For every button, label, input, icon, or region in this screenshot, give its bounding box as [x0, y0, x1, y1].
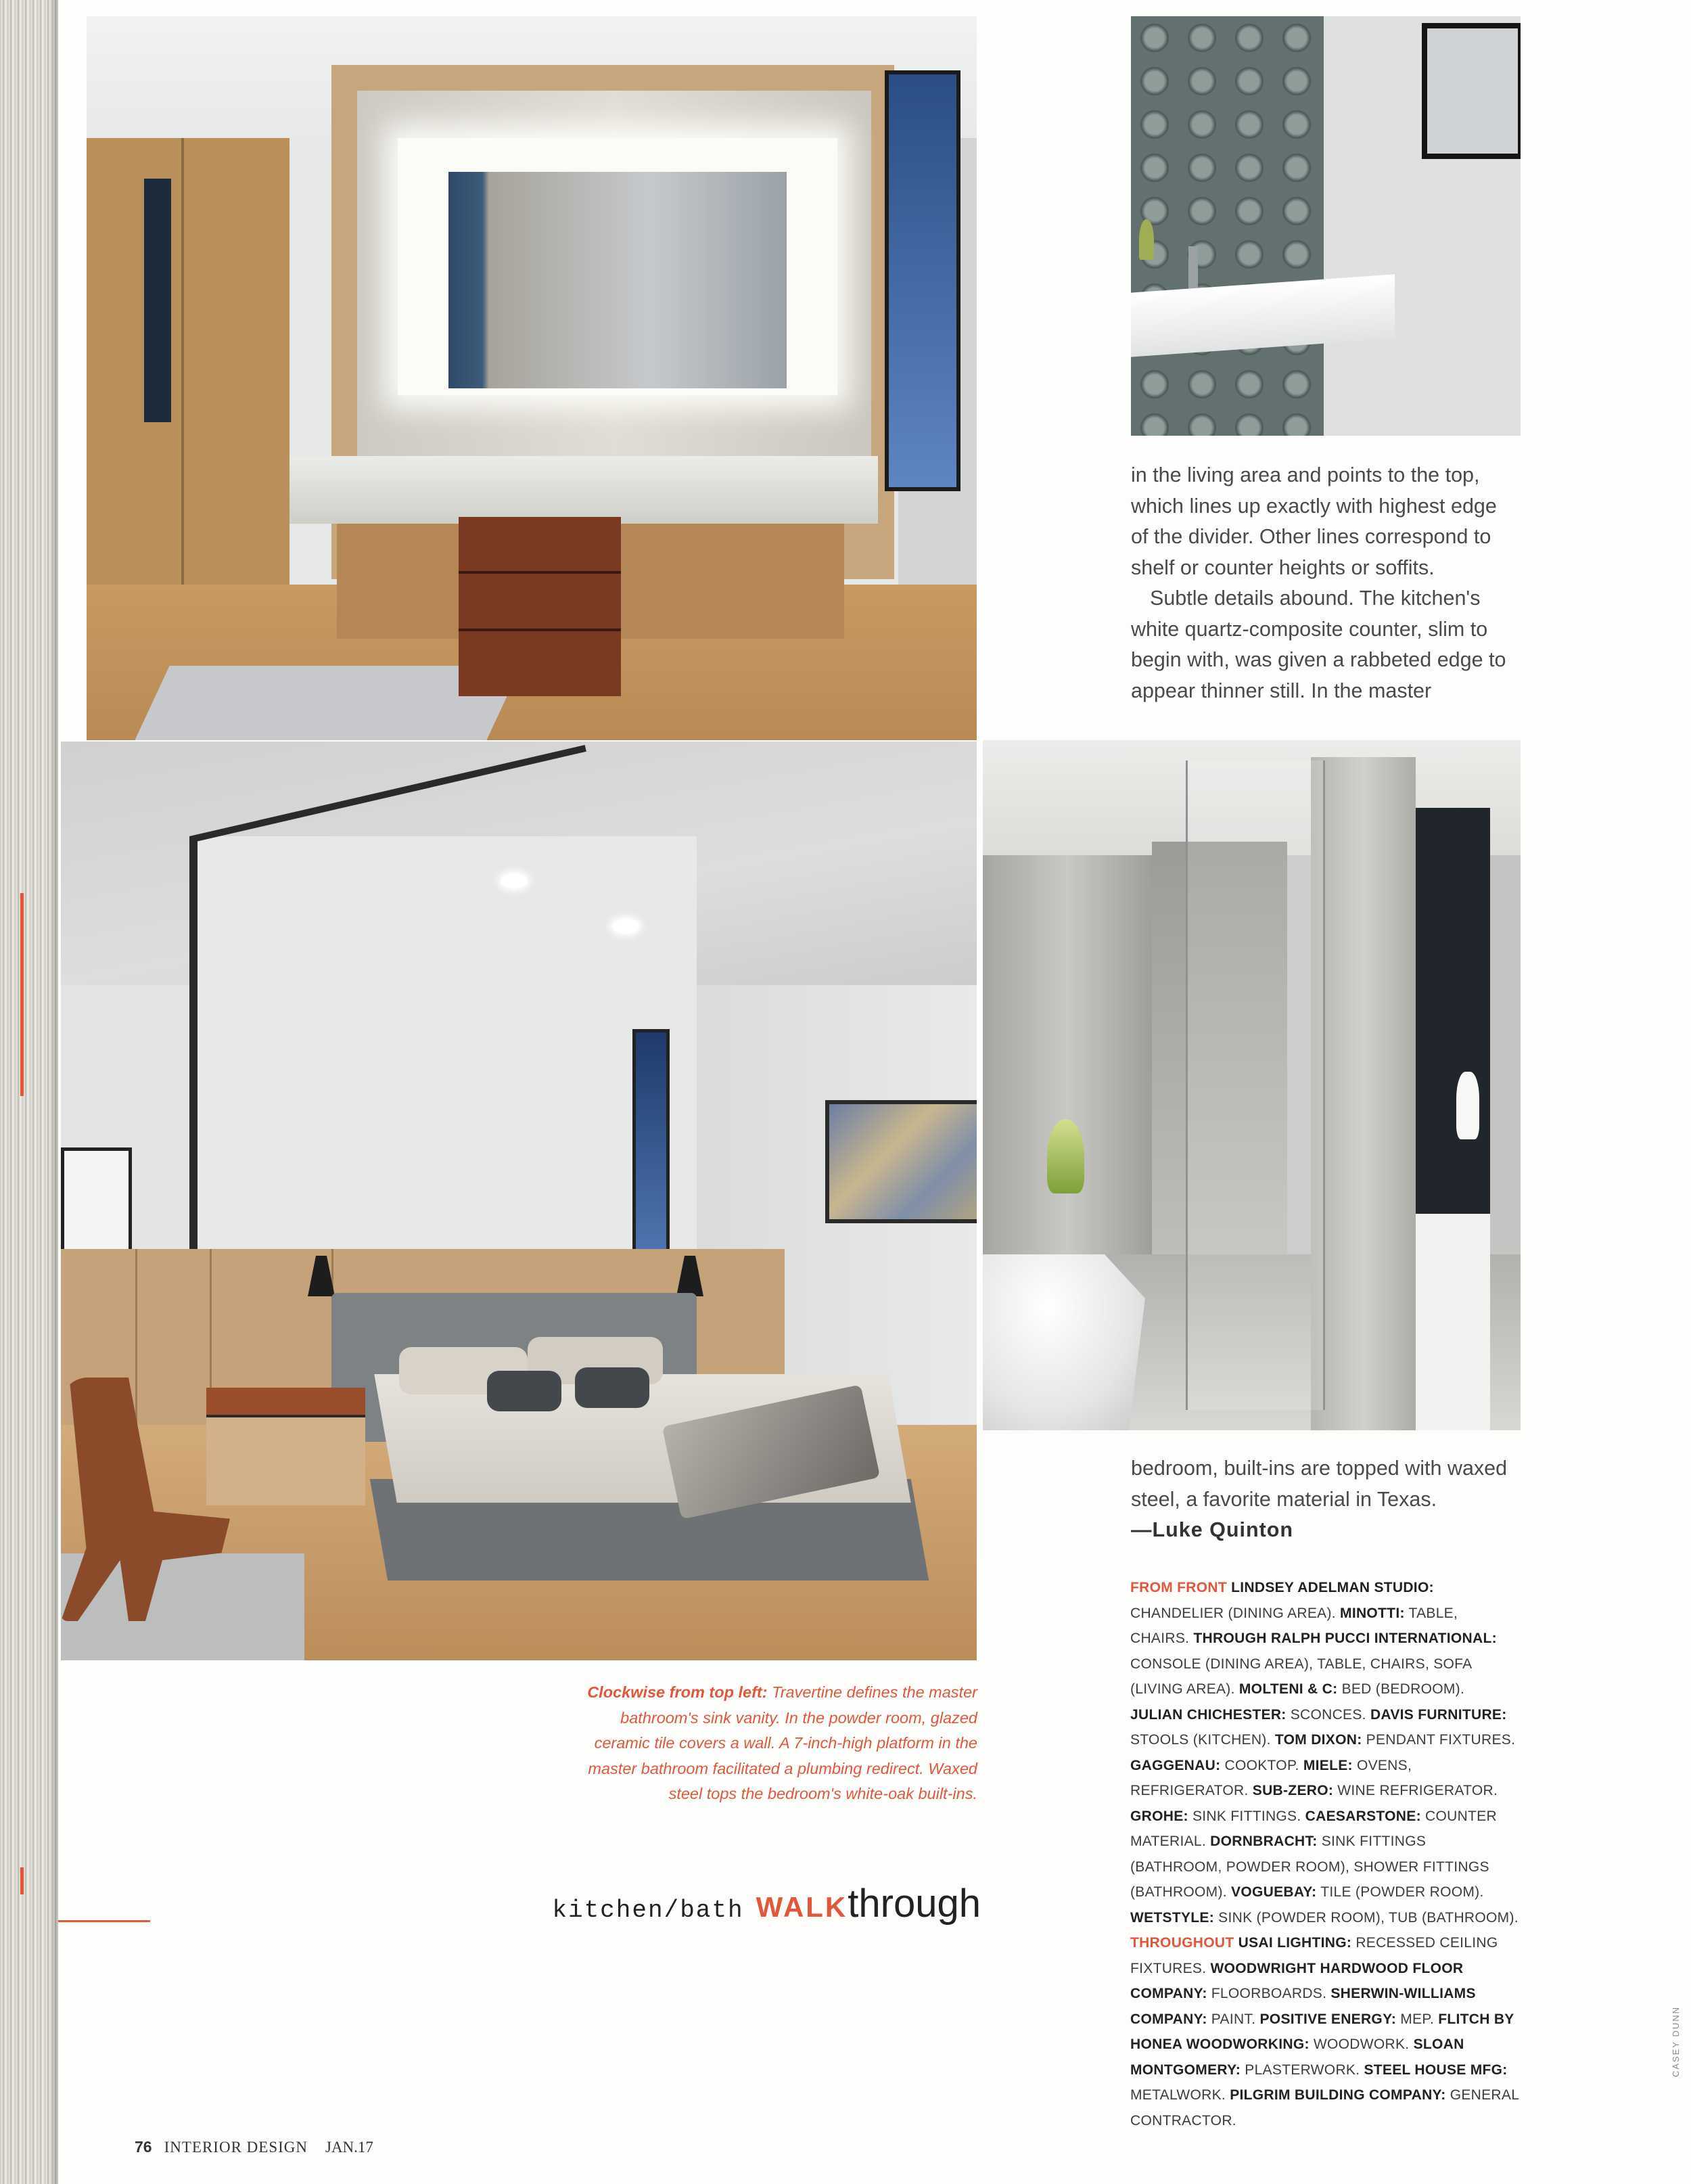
credit-item: STOOLS (KITCHEN).	[1130, 1732, 1271, 1748]
page-number: 76	[135, 2138, 152, 2156]
credit-item: CONSOLE (DINING AREA), TABLE, CHAIRS, SOFA (LIVING AREA).	[1130, 1656, 1472, 1697]
credit-source: FLITCH BY HONEA WOODWORKING:	[1130, 2011, 1514, 2052]
article-body-top	[1131, 460, 1516, 706]
credit-item: SCONCES.	[1290, 1706, 1366, 1723]
credit-item: GENERAL CONTRACTOR.	[1130, 2087, 1519, 2129]
page-folio	[135, 2138, 373, 2156]
caption-text: Travertine defines the master bathroom's sink vanity. In the powder room, glazed ceramic tile covers a wall. A 7-inch-high platform in the master bathroom facilitated a plumbing redirect. Waxed steel tops the bedroom's white-oak built-ins.	[588, 1683, 977, 1802]
section-label-kitchen-bath: kitchen/bath	[552, 1896, 744, 1924]
section-label-walk: WALK	[756, 1891, 848, 1923]
credit-item: MEP.	[1400, 2011, 1435, 2027]
article-body-bottom	[1131, 1453, 1516, 1546]
credit-source: MIELE:	[1303, 1757, 1353, 1773]
photo-master-bathroom-shower	[983, 740, 1521, 1430]
credit-source: MINOTTI:	[1340, 1605, 1405, 1621]
credit-item: TILE (POWDER ROOM).	[1320, 1884, 1484, 1900]
credit-item: CHANDELIER (DINING AREA).	[1130, 1605, 1336, 1621]
body-paragraph: Subtle details abound. The kitchen's white quartz-composite counter, slim to begin with, was given a rabbeted edge to appear thinner still. In the master	[1131, 587, 1506, 702]
credit-item: SINK FITTINGS (BATHROOM, POWDER ROOM), SHOWER FITTINGS (BATHROOM).	[1130, 1834, 1489, 1900]
credit-item: COUNTER MATERIAL.	[1130, 1808, 1497, 1849]
credit-item: PAINT.	[1211, 2011, 1256, 2027]
sources-credits	[1130, 1575, 1519, 2133]
credit-item: METALWORK.	[1130, 2087, 1226, 2103]
credit-source: GROHE:	[1130, 1808, 1188, 1824]
credit-source: THROUGHOUT	[1130, 1935, 1234, 1951]
credit-item: FLOORBOARDS.	[1211, 1986, 1327, 2001]
credit-item: WINE REFRIGERATOR.	[1337, 1783, 1498, 1798]
credit-source: WOODWRIGHT HARDWOOD FLOOR COMPANY:	[1130, 1960, 1464, 2001]
credit-item: COOKTOP.	[1224, 1757, 1299, 1773]
publication-name: INTERIOR DESIGN	[164, 2139, 308, 2156]
credit-source: TOM DIXON:	[1274, 1732, 1362, 1748]
photo-credit: CASEY DUNN	[1671, 2005, 1681, 2077]
credit-source: SLOAN MONTGOMERY:	[1130, 2037, 1464, 2078]
credit-source: FROM FRONT	[1130, 1580, 1227, 1595]
credit-item: RECESSED CEILING FIXTURES.	[1130, 1935, 1498, 1976]
body-paragraph: bedroom, built-ins are topped with waxed steel, a favorite material in Texas.	[1131, 1457, 1508, 1511]
body-paragraph: in the living area and points to the top, which lines up exactly with highest edge of the divider. Other lines correspond to shelf or counter heights or soffits.	[1131, 463, 1497, 579]
credit-source: USAI LIGHTING:	[1238, 1935, 1352, 1951]
credit-item: PLASTERWORK.	[1245, 2062, 1360, 2078]
credit-source: POSITIVE ENERGY:	[1259, 2011, 1397, 2027]
section-rule	[58, 1920, 150, 1922]
credit-item: WOODWORK.	[1313, 2037, 1410, 2052]
photo-bathroom-vanity	[87, 16, 977, 740]
credit-item: SINK (POWDER ROOM), TUB (BATHROOM).	[1218, 1909, 1519, 1926]
photo-caption	[582, 1680, 977, 1807]
credit-source: STEEL HOUSE MFG:	[1364, 2062, 1508, 2078]
credit-source: DORNBRACHT:	[1210, 1834, 1318, 1849]
section-label-through: through	[848, 1882, 981, 1926]
section-label	[545, 1881, 981, 1926]
credit-item: TABLE, CHAIRS.	[1130, 1605, 1458, 1646]
credit-item: PENDANT FIXTURES.	[1366, 1732, 1516, 1748]
photo-bedroom	[61, 742, 977, 1660]
credit-source: THROUGH RALPH PUCCI INTERNATIONAL:	[1193, 1631, 1497, 1646]
binding-edge	[0, 0, 58, 2184]
credit-source: CAESARSTONE:	[1305, 1808, 1421, 1824]
credit-source: JULIAN CHICHESTER:	[1130, 1706, 1287, 1723]
binding-color-mark	[20, 1867, 24, 1894]
issue-date: JAN.17	[325, 2139, 373, 2156]
credit-item: SINK FITTINGS.	[1192, 1808, 1301, 1824]
credit-source: DAVIS FURNITURE:	[1370, 1706, 1507, 1723]
credit-source: LINDSEY ADELMAN STUDIO:	[1231, 1580, 1434, 1595]
binding-color-mark	[20, 893, 24, 1096]
credit-source: WETSTYLE:	[1130, 1909, 1215, 1926]
photo-powder-room	[1131, 16, 1521, 436]
credit-source: GAGGENAU:	[1130, 1757, 1221, 1773]
credit-source: VOGUEBAY:	[1231, 1884, 1317, 1900]
author-byline: —Luke Quinton	[1131, 1518, 1294, 1541]
credit-source: SHERWIN-WILLIAMS COMPANY:	[1130, 1986, 1476, 2027]
credit-source: MOLTENI & C:	[1238, 1681, 1338, 1697]
credit-item: OVENS, REFRIGERATOR.	[1130, 1757, 1412, 1798]
credit-source: PILGRIM BUILDING COMPANY:	[1230, 2087, 1446, 2103]
credit-item: BED (BEDROOM).	[1341, 1681, 1465, 1697]
credit-source: SUB-ZERO:	[1252, 1783, 1334, 1798]
caption-lead: Clockwise from top left:	[587, 1683, 768, 1701]
